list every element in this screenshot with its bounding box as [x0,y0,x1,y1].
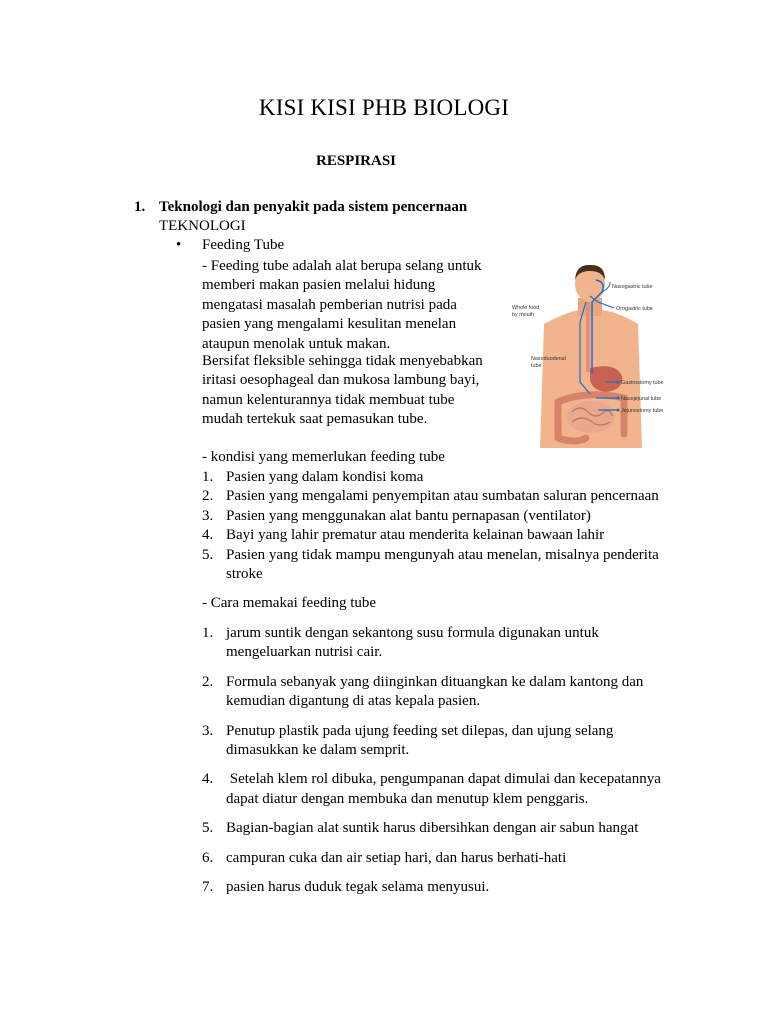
list-text: Formula sebanyak yang diinginkan dituangkan ke dalam kantong dan kemudian digantung di atas kepala pasien. [226,673,644,710]
small-intestine-shape [567,401,615,433]
conditions-list [202,468,672,584]
label-gastrostomy: Gastrostomy tube [621,380,664,386]
property-paragraph: Bersifat fleksible sehingga tidak menyebabkan iritasi oesophageal dan mukosa lambung bayi, namun kelenturannya tidak membuat tube mudah tertekuk saat pemasukan tube. [202,353,483,428]
label-nasojejunal: Nasojejunal tube [621,396,662,402]
list-item [202,722,672,761]
list-number: 6. [202,849,214,866]
list-item [202,487,672,506]
label-whole-food-1: Whole food [512,305,540,311]
section-number: 1. [134,199,146,215]
list-item [202,849,672,868]
label-orogastric: Orogastric tube [616,306,653,312]
label-jejunostomy: Jejunostomy tube [621,408,664,414]
list-item [202,819,672,838]
list-item [202,507,672,526]
list-item [202,468,672,487]
page-subtitle: RESPIRASI [316,153,397,169]
list-item [202,673,672,712]
list-text: Bagian-bagian alat suntik harus dibersihkan dengan air sabun hangat [226,820,639,837]
conditions-heading: - kondisi yang memerlukan feeding tube [202,449,445,465]
list-text: Pasien yang menggunakan alat bantu pernapasan (ventilator) [226,507,591,524]
list-item [202,546,672,585]
label-nasogastric: Nasogastric tube [612,284,653,290]
page-title: KISI KISI PHB BIOLOGI [258,95,510,120]
list-number: 5. [202,546,214,563]
usage-steps-list [202,624,672,907]
label-nasoduodenal-1: Nasoduodenal [531,356,566,362]
bullet-label: Feeding Tube [202,237,285,253]
section-heading: Teknologi dan penyakit pada sistem pencernaan [159,199,468,215]
feeding-tube-illustration [506,262,676,448]
nasojejunal-dot [617,397,620,400]
list-item [202,526,672,545]
list-number: 2. [202,488,214,505]
label-whole-food-2: by mouth [512,312,535,318]
label-nasoduodenal-2: tube [531,363,542,369]
list-text: Pasien yang mengalami penyempitan atau sumbatan saluran pencernaan [226,488,659,505]
list-text: pasien harus duduk tegak selama menyusui. [226,879,490,896]
list-item [202,624,672,663]
list-item [202,878,672,897]
list-number: 2. [202,673,214,690]
list-number: 3. [202,507,214,524]
definition-paragraph: - Feeding tube adalah alat berupa selang untuk memberi makan pasien melalui hidung mengatasi masalah pemberian nutrisi pada pasien yang mengalami kesulitan menelan ataupun menolak untuk makan. [202,258,482,352]
list-text: Setelah klem rol dibuka, pengumpanan dapat dimulai dan kecepatannya dapat diatur dengan membuka dan menutup klem penggaris. [226,771,665,807]
section-subheading: TEKNOLOGI [159,218,246,234]
list-number: 1. [202,469,214,485]
list-text: Pasien yang dalam kondisi koma [226,469,424,485]
list-number: 4. [202,527,214,544]
list-number: 5. [202,820,214,837]
gastrostomy-dot [617,381,620,384]
list-number: 3. [202,722,214,739]
list-number: 7. [202,879,214,896]
list-text: campuran cuka dan air setiap hari, dan harus berhati-hati [226,849,567,866]
list-text: Pasien yang tidak mampu mengunyah atau menelan, misalnya penderita stroke [226,546,659,583]
list-number: 4. [202,771,214,788]
bullet-icon: • [176,237,182,253]
list-text: jarum suntik dengan sekantong susu formula digunakan untuk mengeluarkan nutrisi cair. [226,625,599,661]
jejunostomy-dot [617,409,620,412]
list-text: Penutup plastik pada ujung feeding set dilepas, dan ujung selang dimasukkan ke dalam semprit. [226,722,614,759]
list-number: 1. [202,625,214,641]
list-text: Bayi yang lahir prematur atau menderita kelainan bawaan lahir [226,527,605,544]
usage-heading: - Cara memakai feeding tube [202,595,377,611]
list-item [202,770,672,809]
